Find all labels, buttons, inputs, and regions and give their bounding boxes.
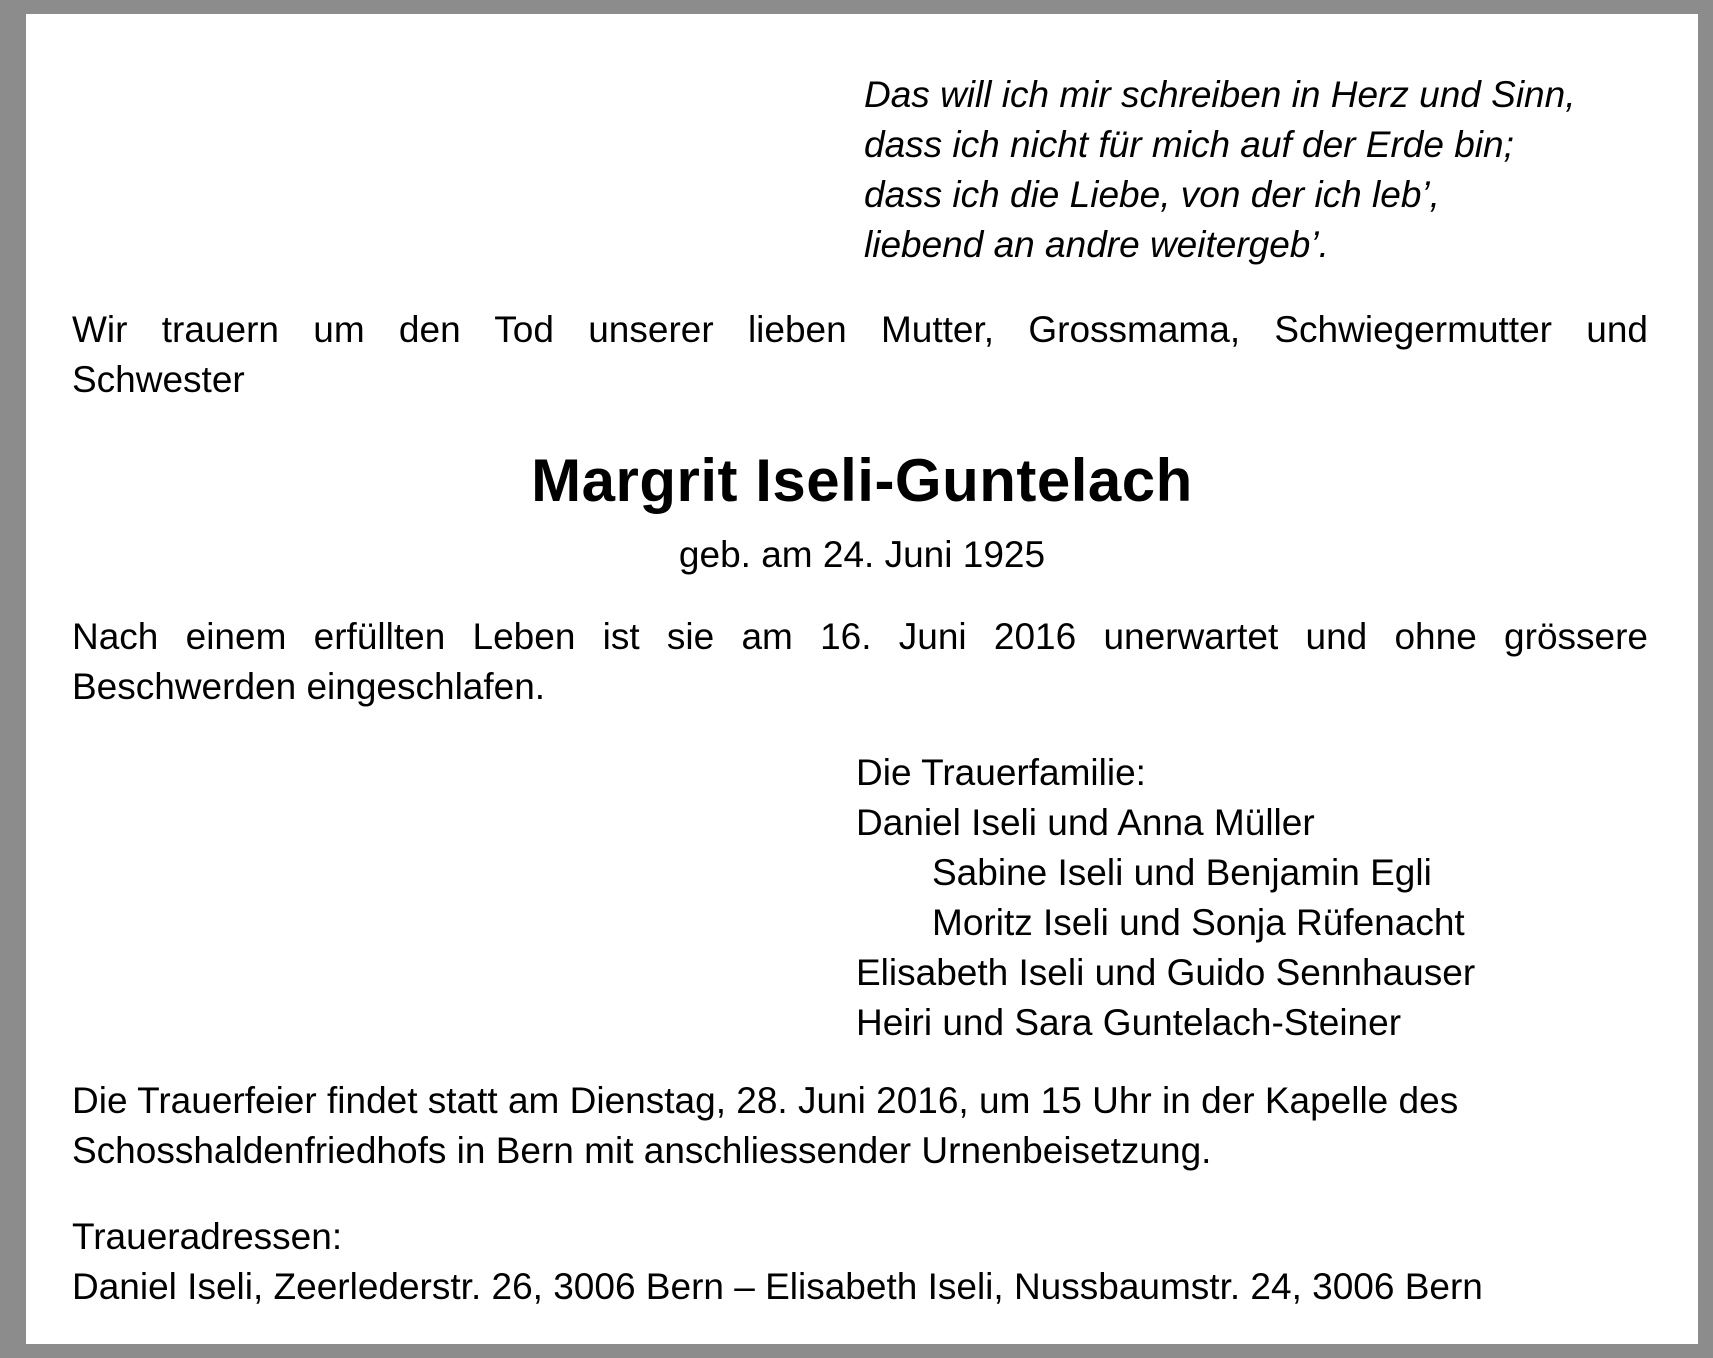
death-notice-paragraph	[72, 612, 1648, 712]
family-member: Heiri und Sara Guntelach-Steiner	[856, 1002, 1402, 1043]
family-heading: Die Trauerfamilie:	[856, 752, 1146, 793]
family-member: Moritz Iseli und Sonja Rüfenacht	[932, 902, 1465, 943]
poem-line: dass ich die Liebe, von der ich leb’,	[864, 174, 1440, 215]
death-notice-line: Beschwerden eingeschlafen.	[72, 666, 546, 707]
birth-date: geb. am 24. Juni 1925	[678, 534, 1046, 575]
ceremony-paragraph	[72, 1076, 1648, 1176]
obituary-notice	[26, 14, 1698, 1344]
addresses-line: Daniel Iseli, Zeerlederstr. 26, 3006 Bern – Elisabeth Iseli, Nussbaumstr. 24, 3006 Bern	[72, 1266, 1483, 1307]
poem-line: dass ich nicht für mich auf der Erde bin;	[864, 124, 1514, 165]
family-member: Elisabeth Iseli und Guido Sennhauser	[856, 952, 1476, 993]
death-notice-line: Nach einem erfüllten Leben ist sie am 16. Juni 2016 unerwartet und ohne grössere	[72, 616, 1648, 657]
addresses-heading: Traueradressen:	[72, 1216, 343, 1257]
poem-quote	[864, 70, 1576, 270]
deceased-name: Margrit Iseli-Guntelach	[531, 447, 1193, 514]
poem-line: liebend an andre weitergeb’.	[864, 224, 1329, 265]
ceremony-line: Die Trauerfeier findet statt am Dienstag, 28. Juni 2016, um 15 Uhr in der Kapelle des	[72, 1080, 1459, 1121]
family-member: Sabine Iseli und Benjamin Egli	[932, 852, 1432, 893]
intro-paragraph	[72, 305, 1648, 405]
poem-line: Das will ich mir schreiben in Herz und Sinn,	[864, 74, 1576, 115]
mourning-family	[856, 748, 1475, 1048]
ceremony-line: Schosshaldenfriedhofs in Bern mit anschliessender Urnenbeisetzung.	[72, 1130, 1212, 1171]
mourning-addresses	[72, 1212, 1648, 1312]
intro-line: Wir trauern um den Tod unserer lieben Mutter, Grossmama, Schwiegermutter und	[72, 309, 1648, 350]
family-member: Daniel Iseli und Anna Müller	[856, 802, 1315, 843]
intro-line: Schwester	[72, 359, 245, 400]
obituary-content	[26, 14, 1698, 1344]
